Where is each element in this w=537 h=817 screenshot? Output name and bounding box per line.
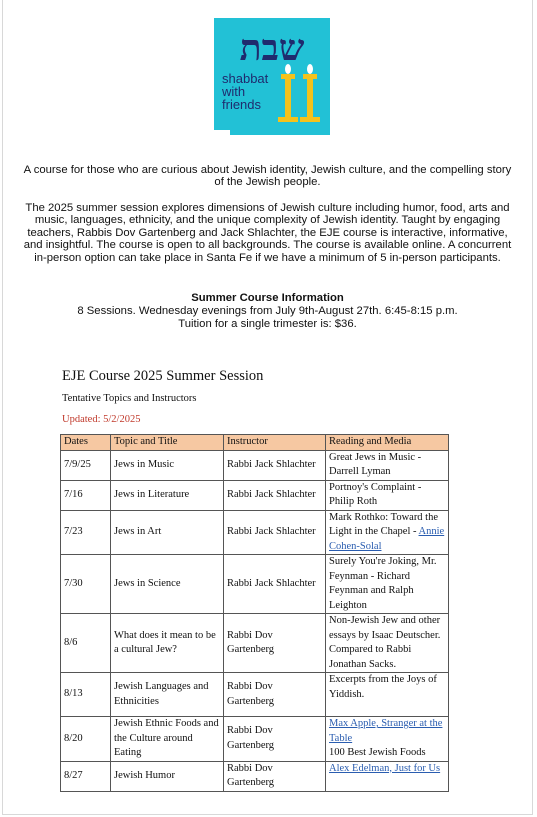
logo-line: friends — [222, 97, 262, 112]
table-row — [61, 761, 449, 791]
cell-date: 7/16 — [61, 480, 111, 510]
table-row — [61, 614, 449, 673]
intro-paragraph-2: The 2025 summer session explores dimensions of Jewish culture including humor, food, arts and music, languages, ethnicity, and the unique complexity of Jewish identity. Taught by engaging teachers, Rabbis Dov Gartenberg and Jack Shlachter, the EJE course is interactive, informative, and insightful. The course is open to all backgrounds. The course is available online. A concurrent in-person option can take place in Santa Fe if we have a minimum of 5 in-person participants. — [23, 202, 512, 264]
header-reading: Reading and Media — [326, 435, 449, 451]
updated-date: Updated: 5/2/2025 — [62, 414, 141, 425]
cell-topic: Jewish Humor — [111, 761, 224, 791]
cell-topic: Jews in Music — [111, 450, 224, 480]
intro-paragraph-1: A course for those who are curious about Jewish identity, Jewish culture, and the compelling story of the Jewish people. — [23, 164, 512, 189]
cell-reading — [326, 510, 449, 555]
cell-date: 8/6 — [61, 614, 111, 673]
cell-topic: Jewish Ethnic Foods and the Culture around Eating — [111, 717, 224, 762]
cell-reading: Non-Jewish Jew and other essays by Isaac Deutscher. Compared to Rabbi Jonathan Sacks. — [326, 614, 449, 673]
cell-topic: Jews in Art — [111, 510, 224, 555]
table-row — [61, 510, 449, 555]
cell-instructor: Rabbi Dov Gartenberg — [224, 717, 326, 762]
reading-text: Mark Rothko: Toward the Light in the Chapel - — [329, 511, 439, 537]
table-row — [61, 450, 449, 480]
cell-reading: Portnoy's Complaint - Philip Roth — [326, 480, 449, 510]
reading-link[interactable]: Annie Cohen-Solal — [329, 526, 445, 552]
info-heading: Summer Course Information — [191, 292, 344, 304]
cell-reading — [326, 761, 449, 791]
cell-date: 8/20 — [61, 717, 111, 762]
cell-date: 7/30 — [61, 555, 111, 614]
cell-instructor: Rabbi Jack Shlachter — [224, 510, 326, 555]
table-row — [61, 555, 449, 614]
info-tuition: Tuition for a single trimester is: $36. — [178, 318, 357, 330]
cell-instructor: Rabbi Dov Gartenberg — [224, 673, 326, 717]
table-header-row — [61, 435, 449, 451]
cell-reading — [326, 717, 449, 762]
reading-link[interactable]: Alex Edelman, Just for Us — [329, 762, 441, 774]
cell-instructor: Rabbi Jack Shlachter — [224, 450, 326, 480]
header-instructor: Instructor — [224, 435, 326, 451]
cell-topic: Jewish Languages and Ethnicities — [111, 673, 224, 717]
cell-topic: Jews in Literature — [111, 480, 224, 510]
cell-instructor: Rabbi Dov Gartenberg — [224, 761, 326, 791]
cell-instructor: Rabbi Jack Shlachter — [224, 480, 326, 510]
logo-hebrew-text: שבת — [239, 27, 305, 69]
cell-topic: What does it mean to be a cultural Jew? — [111, 614, 224, 673]
header-dates: Dates — [61, 435, 111, 451]
course-schedule-table — [60, 434, 449, 792]
header-topic: Topic and Title — [111, 435, 224, 451]
logo-line: shabbat — [222, 71, 269, 86]
logo-caption — [222, 72, 268, 111]
course-subtitle: Tentative Topics and Instructors — [62, 393, 197, 404]
cell-instructor: Rabbi Jack Shlachter — [224, 555, 326, 614]
table-row — [61, 673, 449, 717]
course-title: EJE Course 2025 Summer Session — [62, 368, 264, 384]
reading-text: 100 Best Jewish Foods — [329, 747, 426, 758]
cell-instructor: Rabbi Dov Gartenberg — [224, 614, 326, 673]
table-row — [61, 480, 449, 510]
cell-date: 8/13 — [61, 673, 111, 717]
reading-link[interactable]: Max Apple, Stranger at the Table — [329, 718, 443, 744]
cell-topic: Jews in Science — [111, 555, 224, 614]
logo-line: with — [222, 84, 246, 99]
cell-date: 7/23 — [61, 510, 111, 555]
cell-date: 8/27 — [61, 761, 111, 791]
cell-reading: Great Jews in Music - Darrell Lyman — [326, 450, 449, 480]
info-schedule: 8 Sessions. Wednesday evenings from July 9th-August 27th. 6:45-8:15 p.m. — [77, 305, 458, 317]
shabbat-with-friends-logo — [208, 14, 336, 139]
table-row — [61, 717, 449, 762]
cell-date: 7/9/25 — [61, 450, 111, 480]
cell-reading: Surely You're Joking, Mr. Feynman - Richard Feynman and Ralph Leighton — [326, 555, 449, 614]
cell-reading: Excerpts from the Joys of Yiddish. — [326, 673, 449, 717]
